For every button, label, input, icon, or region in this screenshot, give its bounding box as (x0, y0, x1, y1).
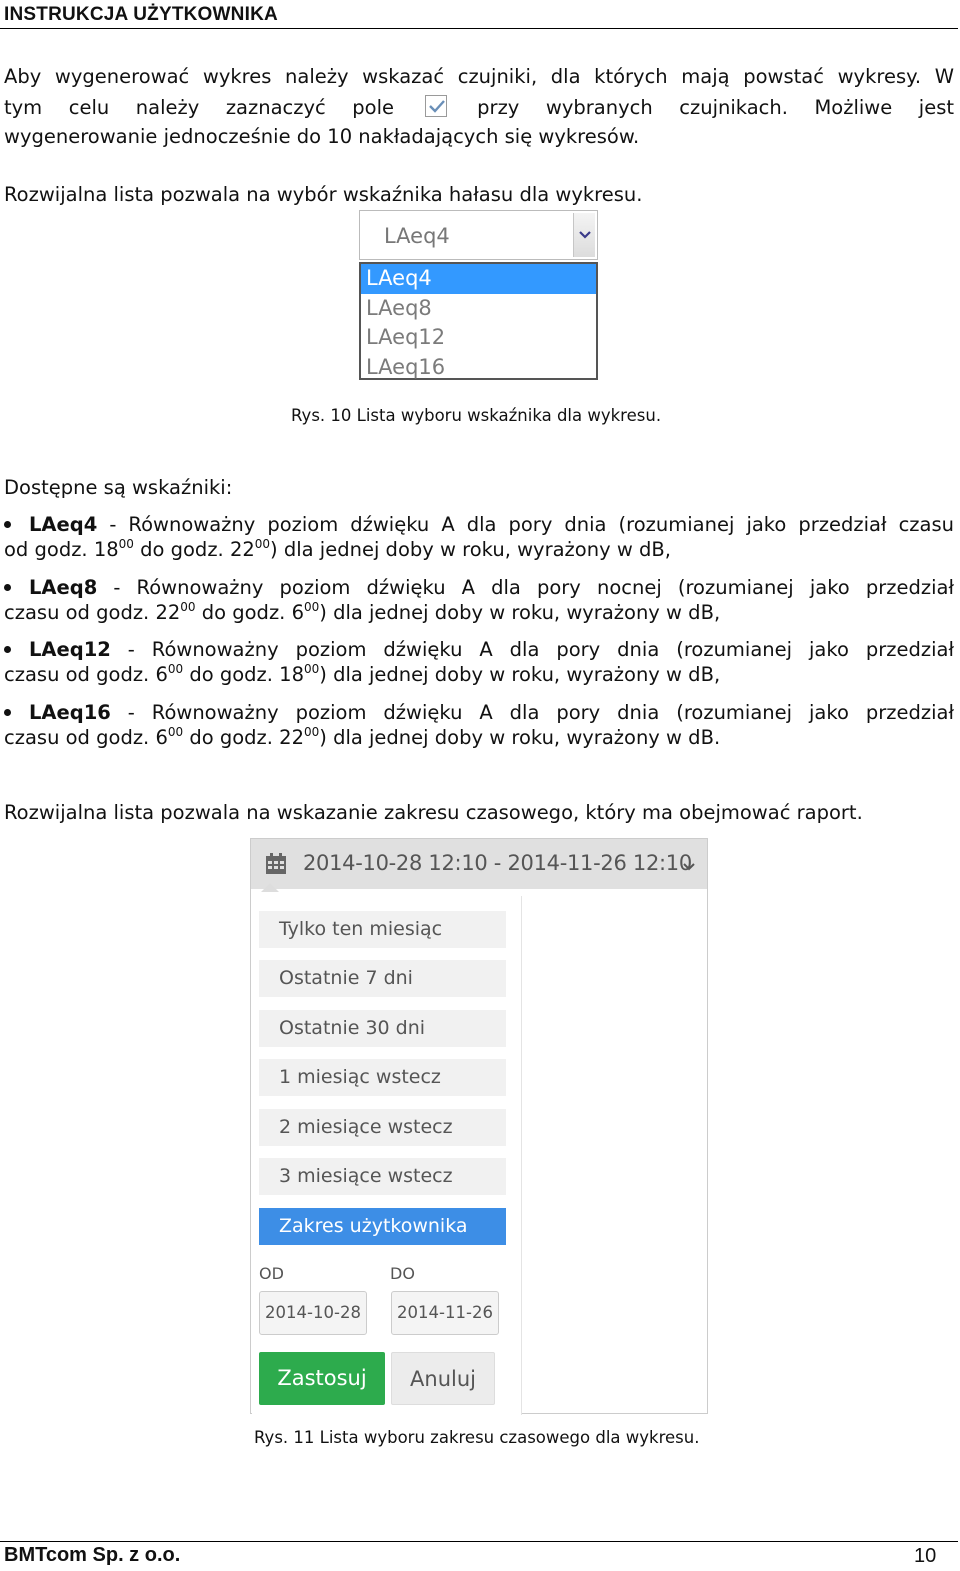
preset-this-month[interactable]: Tylko ten miesiąc (259, 911, 506, 948)
bullet-icon (4, 646, 11, 653)
date-range-value: 2014-10-28 12:10 - 2014-11-26 12:10 (303, 851, 692, 875)
preset-last-7-days[interactable]: Ostatnie 7 dni (259, 960, 506, 997)
figure-caption-10: Rys. 10 Lista wyboru wskaźnika dla wykresu. (291, 406, 662, 425)
date-range-toggle[interactable] (251, 839, 707, 889)
checkbox-icon (425, 95, 447, 117)
preset-custom-range[interactable]: Zakres użytkownika (259, 1208, 506, 1245)
intro-line-2 (4, 93, 954, 123)
preset-1-month-back[interactable]: 1 miesiąc wstecz (259, 1059, 506, 1096)
calendar-icon (265, 853, 287, 879)
range-intro: Rozwijalna lista pozwala na wskazanie zakresu czasowego, który ma obejmować raport. (4, 801, 863, 824)
document-header-title: INSTRUKCJA UŻYTKOWNIKA (4, 4, 278, 25)
from-date-input[interactable]: 2014-10-28 (259, 1291, 367, 1335)
indicator-bullet-laeq4: LAeq4 - Równoważny poziom dźwięku A dla pory dnia (rozumianej jako przedział czasu od godz. $18^{00}$ do godz. $22^{00}$) dla jednej doby w roku, wyrażony w dB, (4, 513, 954, 561)
to-date-input[interactable]: 2014-11-26 (391, 1291, 499, 1335)
indicator-select[interactable] (359, 210, 598, 260)
date-range-presets-panel (252, 896, 522, 1415)
footer-divider (0, 1541, 958, 1542)
indicator-bullet-laeq8: LAeq8 - Równoważny poziom dźwięku A dla pory nocnej (rozumianej jako przedział czasu od godz. $22^{00}$ do godz. $6^{00}$) dla jednej doby w roku, wyrażony w dB, (4, 576, 954, 624)
bullet-icon (4, 709, 11, 716)
select-intro: Rozwijalna lista pozwala na wybór wskaźnika hałasu dla wykresu. (4, 183, 643, 206)
bullet-icon (4, 521, 11, 528)
intro-line-1: Aby wygenerować wykres należy wskazać czujniki, dla których mają powstać wykresy. W (4, 65, 954, 88)
from-label: OD (259, 1264, 284, 1283)
indicator-select-value: LAeq4 (384, 224, 450, 248)
indicator-option-laeq8[interactable]: LAeq8 (366, 295, 432, 320)
indicator-option-laeq4[interactable]: LAeq4 (361, 264, 596, 294)
indicator-option-laeq12[interactable]: LAeq12 (366, 325, 446, 349)
page-number: 10 (914, 1545, 937, 1567)
bullet-icon (4, 584, 11, 591)
figure-caption-11: Rys. 11 Lista wyboru zakresu czasowego dla wykresu. (254, 1428, 700, 1447)
intro-line-3: wygenerowanie jednocześnie do 10 nakładających się wykresów. (4, 125, 640, 148)
date-range-picker (250, 838, 708, 1414)
header-divider (0, 28, 958, 29)
apply-button[interactable]: Zastosuj (259, 1352, 385, 1405)
dropdown-notch (261, 883, 279, 892)
cancel-button[interactable]: Anuluj (391, 1352, 495, 1405)
intro-line-2-before: tym celu należy zaznaczyć pole (4, 96, 395, 119)
preset-3-months-back[interactable]: 3 miesiące wstecz (259, 1158, 506, 1195)
indicator-bullet-laeq16: LAeq16 - Równoważny poziom dźwięku A dla pory dnia (rozumianej jako przedział czasu od godz. $6^{00}$ do godz. $22^{00}$) dla jednej doby w roku, wyrażony w dB. (4, 701, 954, 749)
available-indicators-heading: Dostępne są wskaźniki: (4, 476, 233, 499)
preset-last-30-days[interactable]: Ostatnie 30 dni (259, 1010, 506, 1047)
chevron-down-icon (682, 857, 696, 876)
chevron-down-icon[interactable] (573, 213, 595, 257)
preset-2-months-back[interactable]: 2 miesiące wstecz (259, 1109, 506, 1146)
indicator-option-laeq16[interactable]: LAeq16 (366, 354, 446, 379)
footer-company: BMTcom Sp. z o.o. (4, 1544, 181, 1566)
intro-line-2-after: przy wybranych czujnikach. Możliwe jest (477, 96, 955, 119)
indicator-bullet-laeq12: LAeq12 - Równoważny poziom dźwięku A dla pory dnia (rozumianej jako przedział czasu od godz. $6^{00}$ do godz. $18^{00}$) dla jednej doby w roku, wyrażony w dB, (4, 638, 954, 686)
to-label: DO (390, 1264, 415, 1283)
indicator-options-list (359, 262, 598, 380)
